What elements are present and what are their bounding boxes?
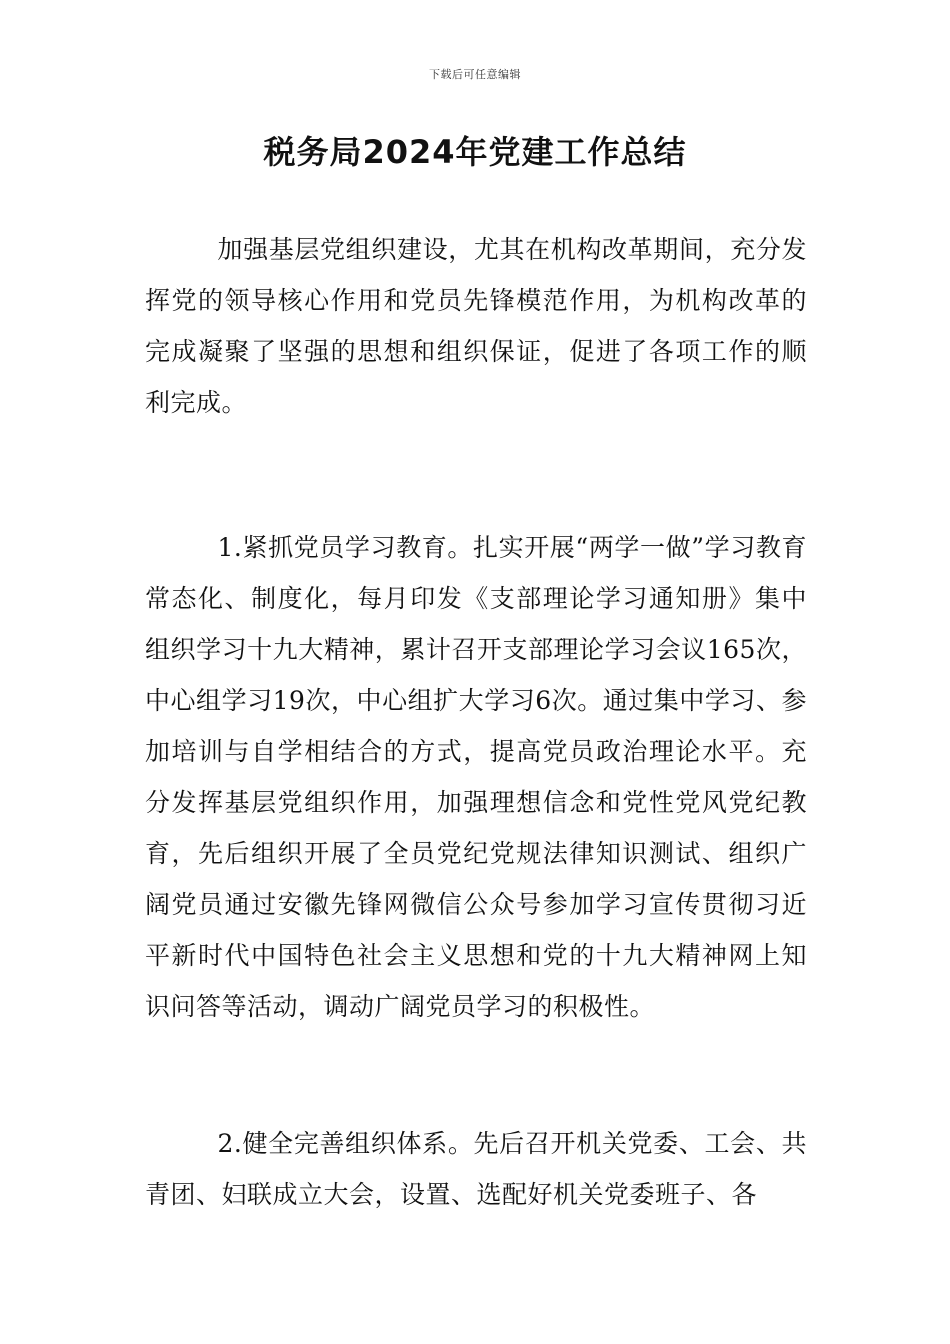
- header-note: 下载后可任意编辑: [429, 68, 521, 81]
- paragraph-intro: 加强基层党组织建设，尤其在机构改革期间，充分发挥党的领导核心作用和党员先锋模范作用，为机构改革的完成凝聚了坚强的思想和组织保证，促进了各项工作的顺利完成。: [145, 235, 807, 417]
- paragraph-item-2: 2.健全完善组织体系。先后召开机关党委、工会、共青团、妇联成立大会，设置、选配好机关党委班子、各: [145, 1129, 807, 1209]
- document-title: 税务局2024年党建工作总结: [263, 133, 687, 171]
- paragraph-item-1: 1.紧抓党员学习教育。扎实开展“两学一做”学习教育常态化、制度化，每月印发《支部理论学习通知册》集中组织学习十九大精神，累计召开支部理论学习会议165次，中心组学习19次，中心组扩大学习6次。通过集中学习、参加培训与自学相结合的方式，提高党员政治理论水平。充分发挥基层党组织作用，加强理想信念和党性党风党纪教育，先后组织开展了全员党纪党规法律知识测试、组织广阔党员通过安徽先锋网微信公众号参加学习宣传贯彻习近平新时代中国特色社会主义思想和党的十九大精神网上知识问答等活动，调动广阔党员学习的积极性。: [145, 533, 807, 1021]
